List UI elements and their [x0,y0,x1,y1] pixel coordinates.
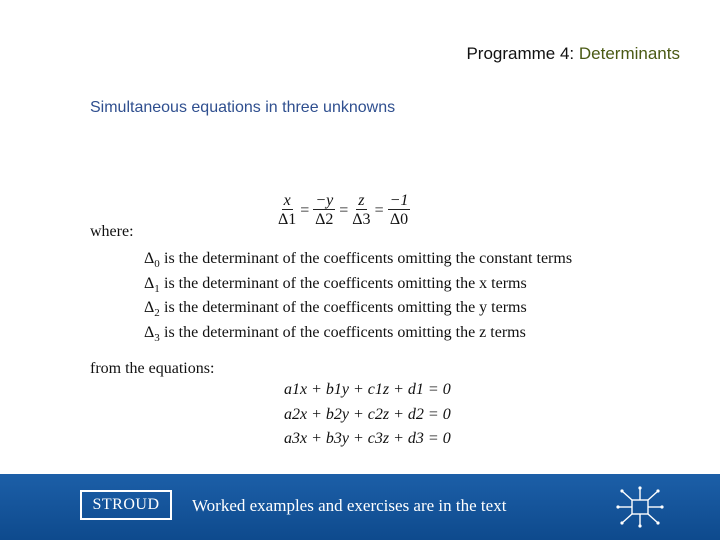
fraction-numerator: x [283,192,291,209]
delta-symbol: $\Delta_0$ [144,250,160,271]
page-header [466,44,680,64]
delta-symbol: $\Delta_1$ [144,274,160,295]
where-label: where: [90,223,134,240]
fraction-denominator: Δ1 [278,211,297,228]
definition-row [144,299,572,324]
fraction-constant [388,193,411,228]
topic-title: Determinants [578,44,680,63]
definition-row [144,250,572,275]
navigation-hub-icon[interactable] [614,484,666,530]
fraction-denominator: Δ3 [352,211,371,228]
fraction-denominator: Δ0 [389,211,409,228]
cramer-formula [278,193,410,228]
definition-row [144,324,572,349]
stroud-logo: STROUD [80,490,172,520]
fraction-z [352,193,370,228]
programme-label: Programme 4: [466,44,575,63]
equals-sign: = [300,201,310,219]
footer-note: Worked examples and exercises are in the text [192,496,507,515]
from-equations-label: from the equations: [90,360,215,377]
fraction-y [313,193,335,228]
fraction-denominator: Δ2 [315,211,334,228]
fraction-numerator: −1 [389,192,409,209]
definition-text: is the determinant of the coefficents omitting the y terms [164,299,527,316]
equals-sign: = [339,201,349,219]
definition-row [144,275,572,300]
definition-text: is the determinant of the coefficents omitting the constant terms [164,250,573,267]
delta-symbol: $\Delta_3$ [144,323,160,344]
equation-row: a1x + b1y + c1z + d1 = 0 [284,381,451,398]
definition-text: is the determinant of the coefficents omitting the z terms [164,323,526,341]
section-subtitle: Simultaneous equations in three unknowns [90,99,396,116]
definitions-list [144,250,572,348]
equation-row: a2x + b2y + c2z + d2 = 0 [284,405,451,423]
definition-text: is the determinant of the coefficents omitting the x terms [164,274,527,292]
equation-row: a3x + b3y + c3z + d3 = 0 [284,430,451,447]
fraction-numerator: −y [315,192,334,209]
delta-symbol: $\Delta_2$ [144,299,160,320]
equations-block [284,381,451,455]
fraction-x [278,193,296,228]
fraction-numerator: z [358,192,365,209]
equals-sign: = [374,201,384,219]
